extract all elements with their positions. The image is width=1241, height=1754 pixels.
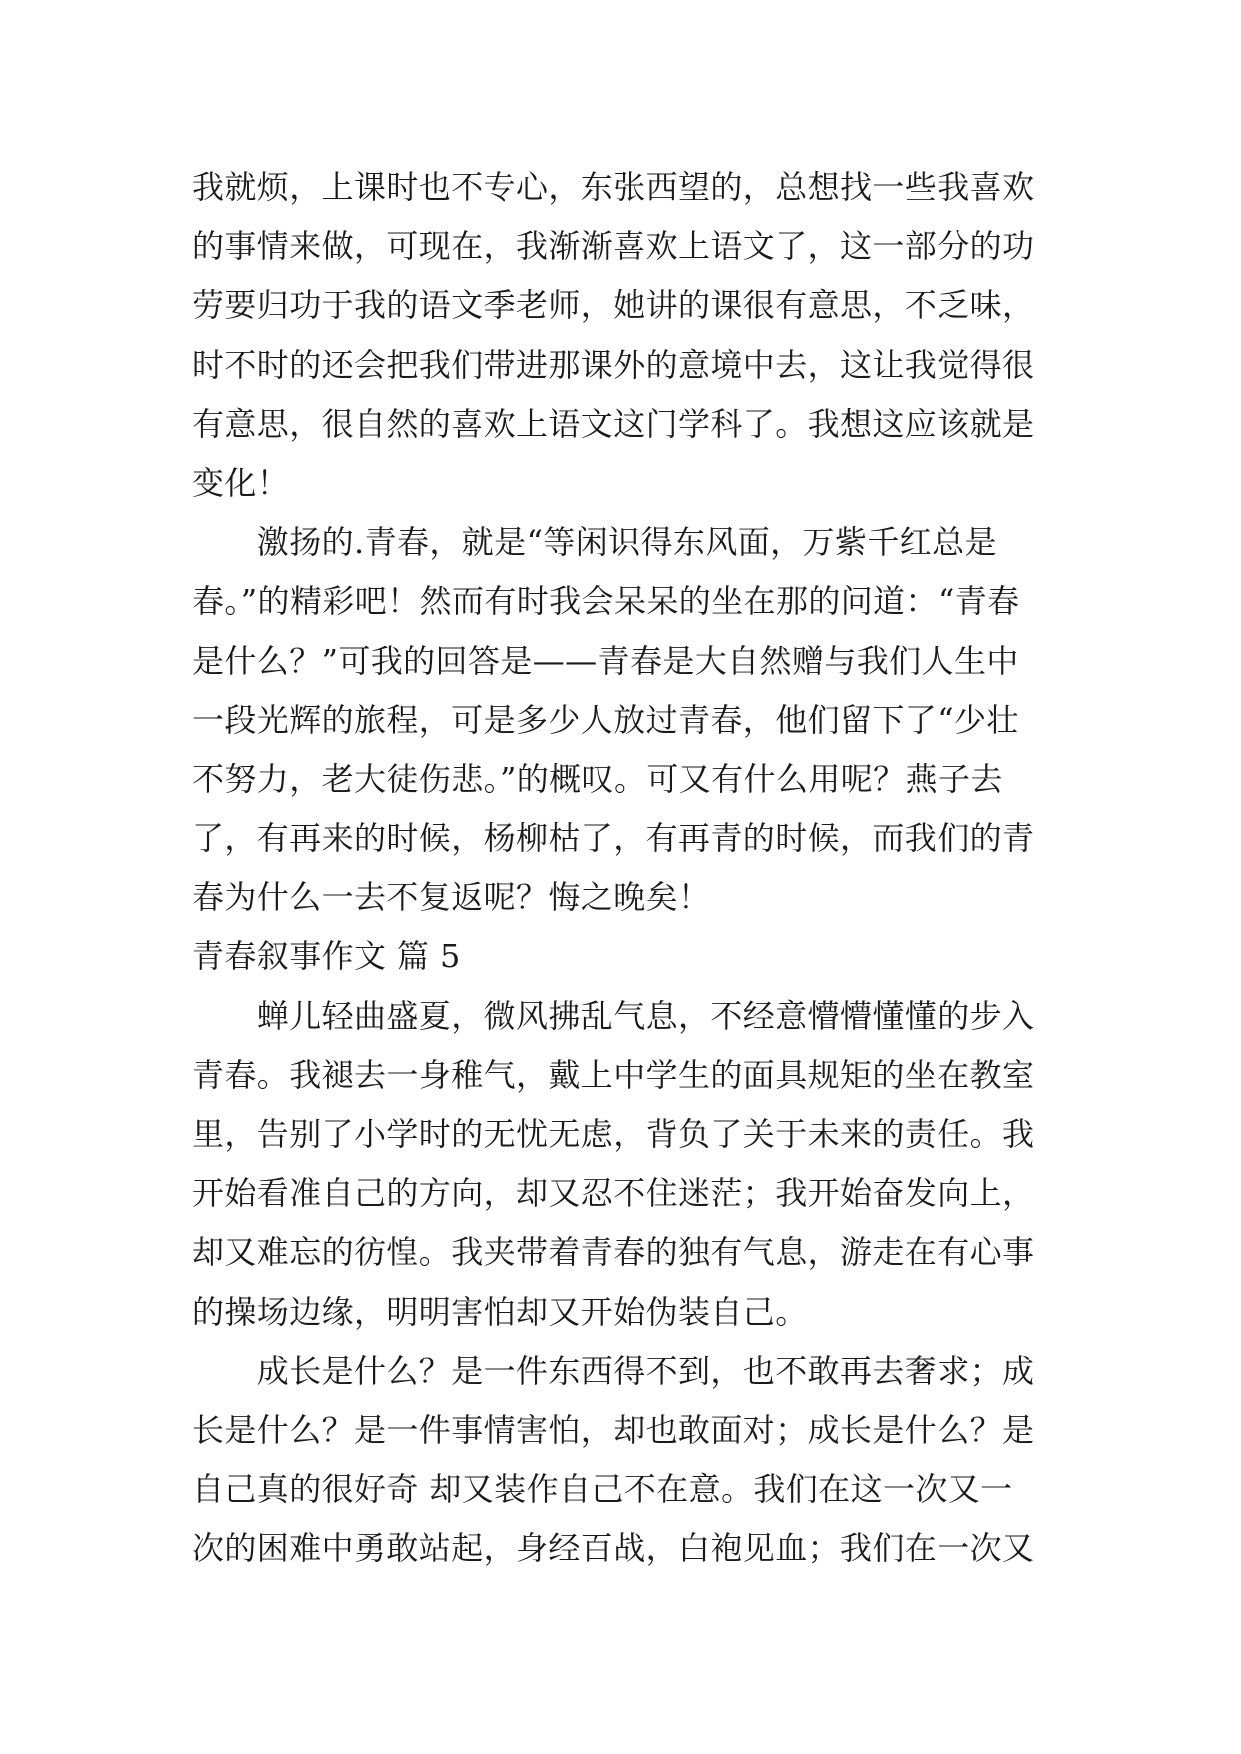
- text-line: 春。”的精彩吧！然而有时我会呆呆的坐在那的问道：“青春: [192, 582, 1020, 621]
- text-line: 的操场边缘，明明害怕却又开始伪装自己。: [192, 1292, 808, 1331]
- section-heading: [192, 927, 1062, 986]
- text-line: 了，有再来的时候，杨柳枯了，有再青的时候，而我们的青: [192, 819, 1035, 858]
- text-line: 激扬的.青春，就是“等闲识得东风面，万紫千红总是: [192, 523, 997, 562]
- text-line: 次的困难中勇敢站起，身经百战，白袍见血；我们在一次又: [192, 1529, 1035, 1568]
- text-line: 成长是什么？是一件东西得不到，也不敢再去奢求；成: [192, 1351, 1035, 1390]
- text-line: 劳要归功于我的语文季老师，她讲的课很有意思，不乏味，: [192, 286, 1035, 325]
- text-line: 不努力，老大徒伤悲。”的概叹。可又有什么用呢？燕子去: [192, 759, 1003, 798]
- text-line: 却又难忘的彷惶。我夹带着青春的独有气息，游走在有心事: [192, 1233, 1035, 1272]
- paragraph-3: [192, 987, 1062, 1342]
- paragraph-2: [192, 513, 1062, 927]
- text-line: 我就烦，上课时也不专心，东张西望的，总想找一些我喜欢: [192, 168, 1035, 206]
- paragraph-4: [192, 1342, 1062, 1579]
- text-line: 有意思，很自然的喜欢上语文这门学科了。我想这应该就是: [192, 404, 1035, 443]
- paragraph-1: [192, 158, 1062, 513]
- text-line: 蝉儿轻曲盛夏，微风拂乱气息，不经意懵懵懂懂的步入: [192, 996, 1035, 1035]
- heading-line: 青春叙事作文 篇 5: [192, 937, 461, 976]
- text-line: 的事情来做，可现在，我渐渐喜欢上语文了，这一部分的功: [192, 227, 1035, 266]
- text-line: 青春。我褪去一身稚气，戴上中学生的面具规矩的坐在教室: [192, 1055, 1035, 1094]
- text-line: 一段光辉的旅程，可是多少人放过青春，他们留下了“少壮: [192, 700, 1019, 739]
- text-line: 开始看准自己的方向，却又忍不住迷茫；我开始奋发向上，: [192, 1174, 1035, 1213]
- text-line: 里，告别了小学时的无忧无虑，背负了关于未来的责任。我: [192, 1115, 1035, 1153]
- text-line: 自己真的很好奇 却又装作自己不在意。我们在这一次又一: [192, 1470, 1013, 1509]
- text-line: 时不时的还会把我们带进那课外的意境中去，这让我觉得很: [192, 345, 1035, 384]
- text-line: 变化！: [192, 463, 290, 502]
- text-line: 长是什么？是一件事情害怕，却也敢面对；成长是什么？是: [192, 1410, 1035, 1449]
- text-line: 是什么？”可我的回答是——青春是大自然赠与我们人生中: [192, 641, 1019, 680]
- text-line: 春为什么一去不复返呢？悔之晚矣！: [192, 878, 711, 917]
- document-body: [192, 158, 1062, 1579]
